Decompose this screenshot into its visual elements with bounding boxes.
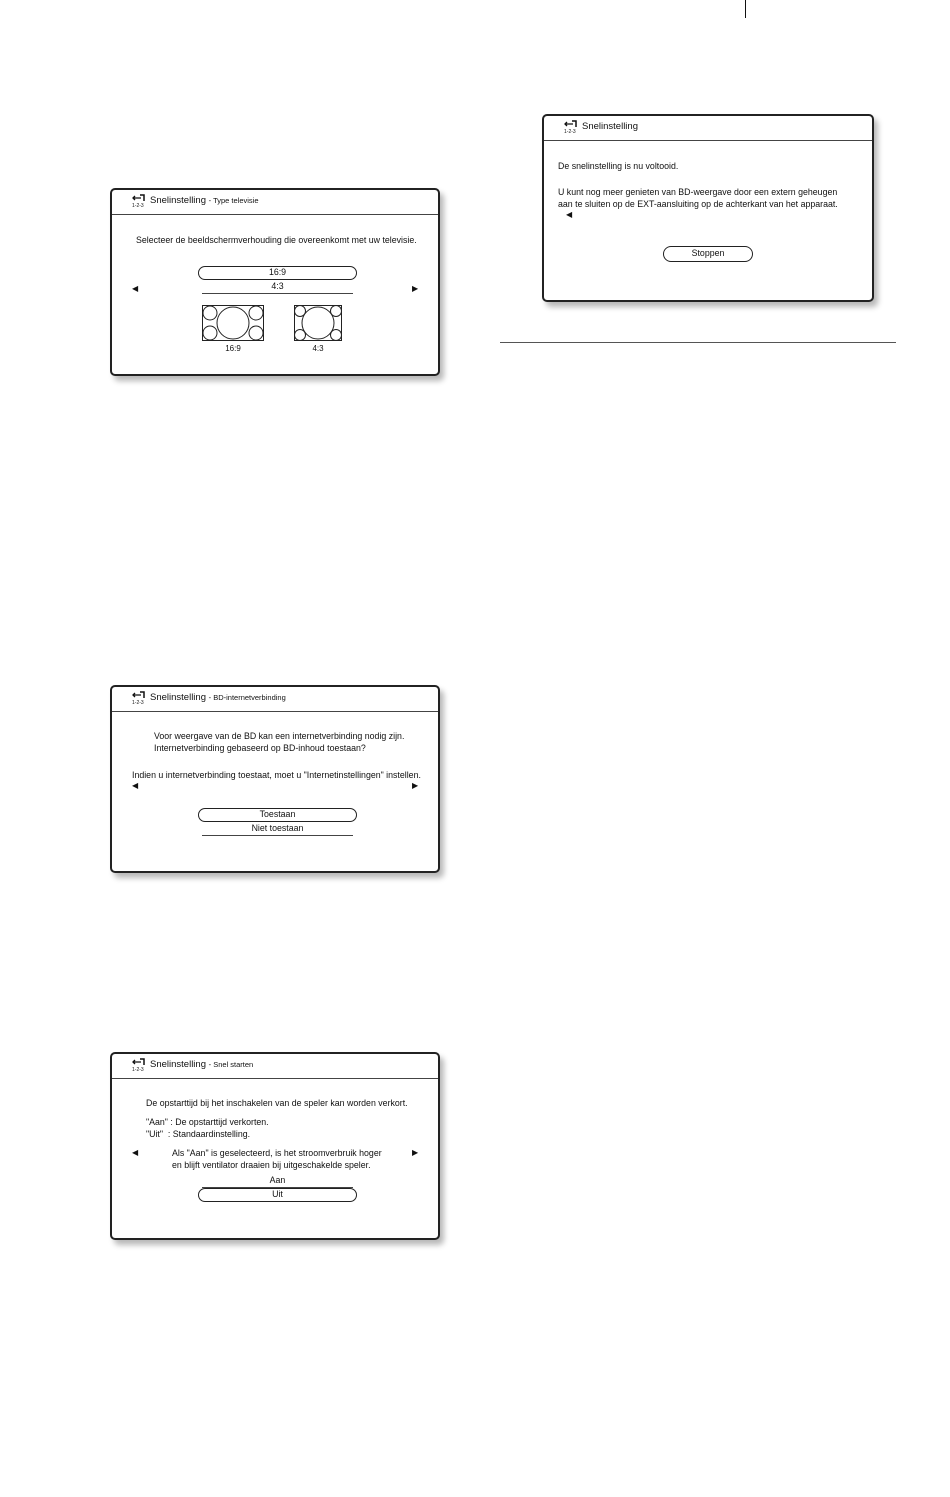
option-4-3[interactable]: 4:3	[202, 281, 353, 294]
caption-4-3: 4:3	[312, 344, 324, 353]
message-line-3: Indien u internetverbinding toestaat, moet u "Internetinstellingen" instellen.	[132, 770, 421, 780]
setup-tools-icon	[132, 193, 146, 208]
setup-tools-icon	[132, 1057, 146, 1072]
header-title: Snelinstelling - Type televisie	[150, 195, 259, 206]
message-line-3: aan te sluiten op de EXT-aansluiting op de achterkant van het apparaat.	[558, 199, 838, 209]
right-arrow-icon[interactable]: ▶	[412, 1148, 419, 1157]
screen-tv-type	[110, 188, 440, 376]
message-line-4: Als "Aan" is geselecteerd, is het stroomverbruik hoger	[172, 1148, 382, 1158]
svg-text:1-2-3: 1-2-3	[132, 700, 144, 705]
message-line-1: De opstarttijd bij het inschakelen van de speler kan worden verkort.	[146, 1098, 408, 1108]
message-line-5: en blijft ventilator draaien bij uitgeschakelde speler.	[172, 1160, 371, 1170]
header-title: Snelinstelling	[582, 121, 638, 132]
message-line-3: "Uit" : Standaardinstelling.	[146, 1129, 251, 1139]
svg-text:1-2-3: 1-2-3	[132, 203, 144, 208]
screen-header	[112, 190, 438, 215]
setup-tools-icon	[564, 119, 578, 134]
svg-text:1-2-3: 1-2-3	[564, 129, 576, 134]
option-on[interactable]: Aan	[202, 1175, 353, 1188]
option-deny[interactable]: Niet toestaan	[202, 823, 353, 836]
left-arrow-icon[interactable]: ◀	[132, 1148, 139, 1157]
option-16-9[interactable]: 16:9	[198, 266, 357, 280]
stop-button[interactable]: Stoppen	[663, 246, 753, 262]
header-title: Snelinstelling - Snel starten	[150, 1059, 254, 1070]
svg-text:1-2-3: 1-2-3	[132, 1067, 144, 1072]
screen-complete	[542, 114, 874, 302]
screen-header	[544, 116, 872, 141]
option-allow[interactable]: Toestaan	[198, 808, 357, 822]
left-arrow-icon[interactable]: ◀	[132, 781, 139, 790]
instruction-text: Selecteer de beeldschermverhouding die overeenkomt met uw televisie.	[136, 235, 417, 245]
caption-16-9: 16:9	[225, 344, 241, 353]
right-arrow-icon[interactable]: ▶	[412, 284, 419, 293]
section-divider	[500, 342, 896, 343]
header-title: Snelinstelling - BD-internetverbinding	[150, 692, 286, 703]
message-line-2: U kunt nog meer genieten van BD-weergave door een extern geheugen	[558, 187, 838, 197]
option-off[interactable]: Uit	[198, 1188, 357, 1202]
message-line-2: Internetverbinding gebaseerd op BD-inhoud toestaan?	[154, 743, 366, 753]
widescreen-16-9-icon	[202, 305, 264, 341]
right-arrow-icon[interactable]: ▶	[412, 781, 419, 790]
crop-mark	[745, 0, 746, 18]
screen-header	[112, 687, 438, 712]
left-arrow-icon[interactable]: ◀	[566, 210, 573, 219]
screen-quick-start	[110, 1052, 440, 1240]
screen-header	[112, 1054, 438, 1079]
standard-4-3-icon	[294, 305, 342, 341]
screen-bd-internet	[110, 685, 440, 873]
left-arrow-icon[interactable]: ◀	[132, 284, 139, 293]
message-line-1: Voor weergave van de BD kan een internetverbinding nodig zijn.	[154, 731, 405, 741]
message-line-2: "Aan" : De opstarttijd verkorten.	[146, 1117, 269, 1127]
message-line-1: De snelinstelling is nu voltooid.	[558, 161, 679, 171]
setup-tools-icon	[132, 690, 146, 705]
